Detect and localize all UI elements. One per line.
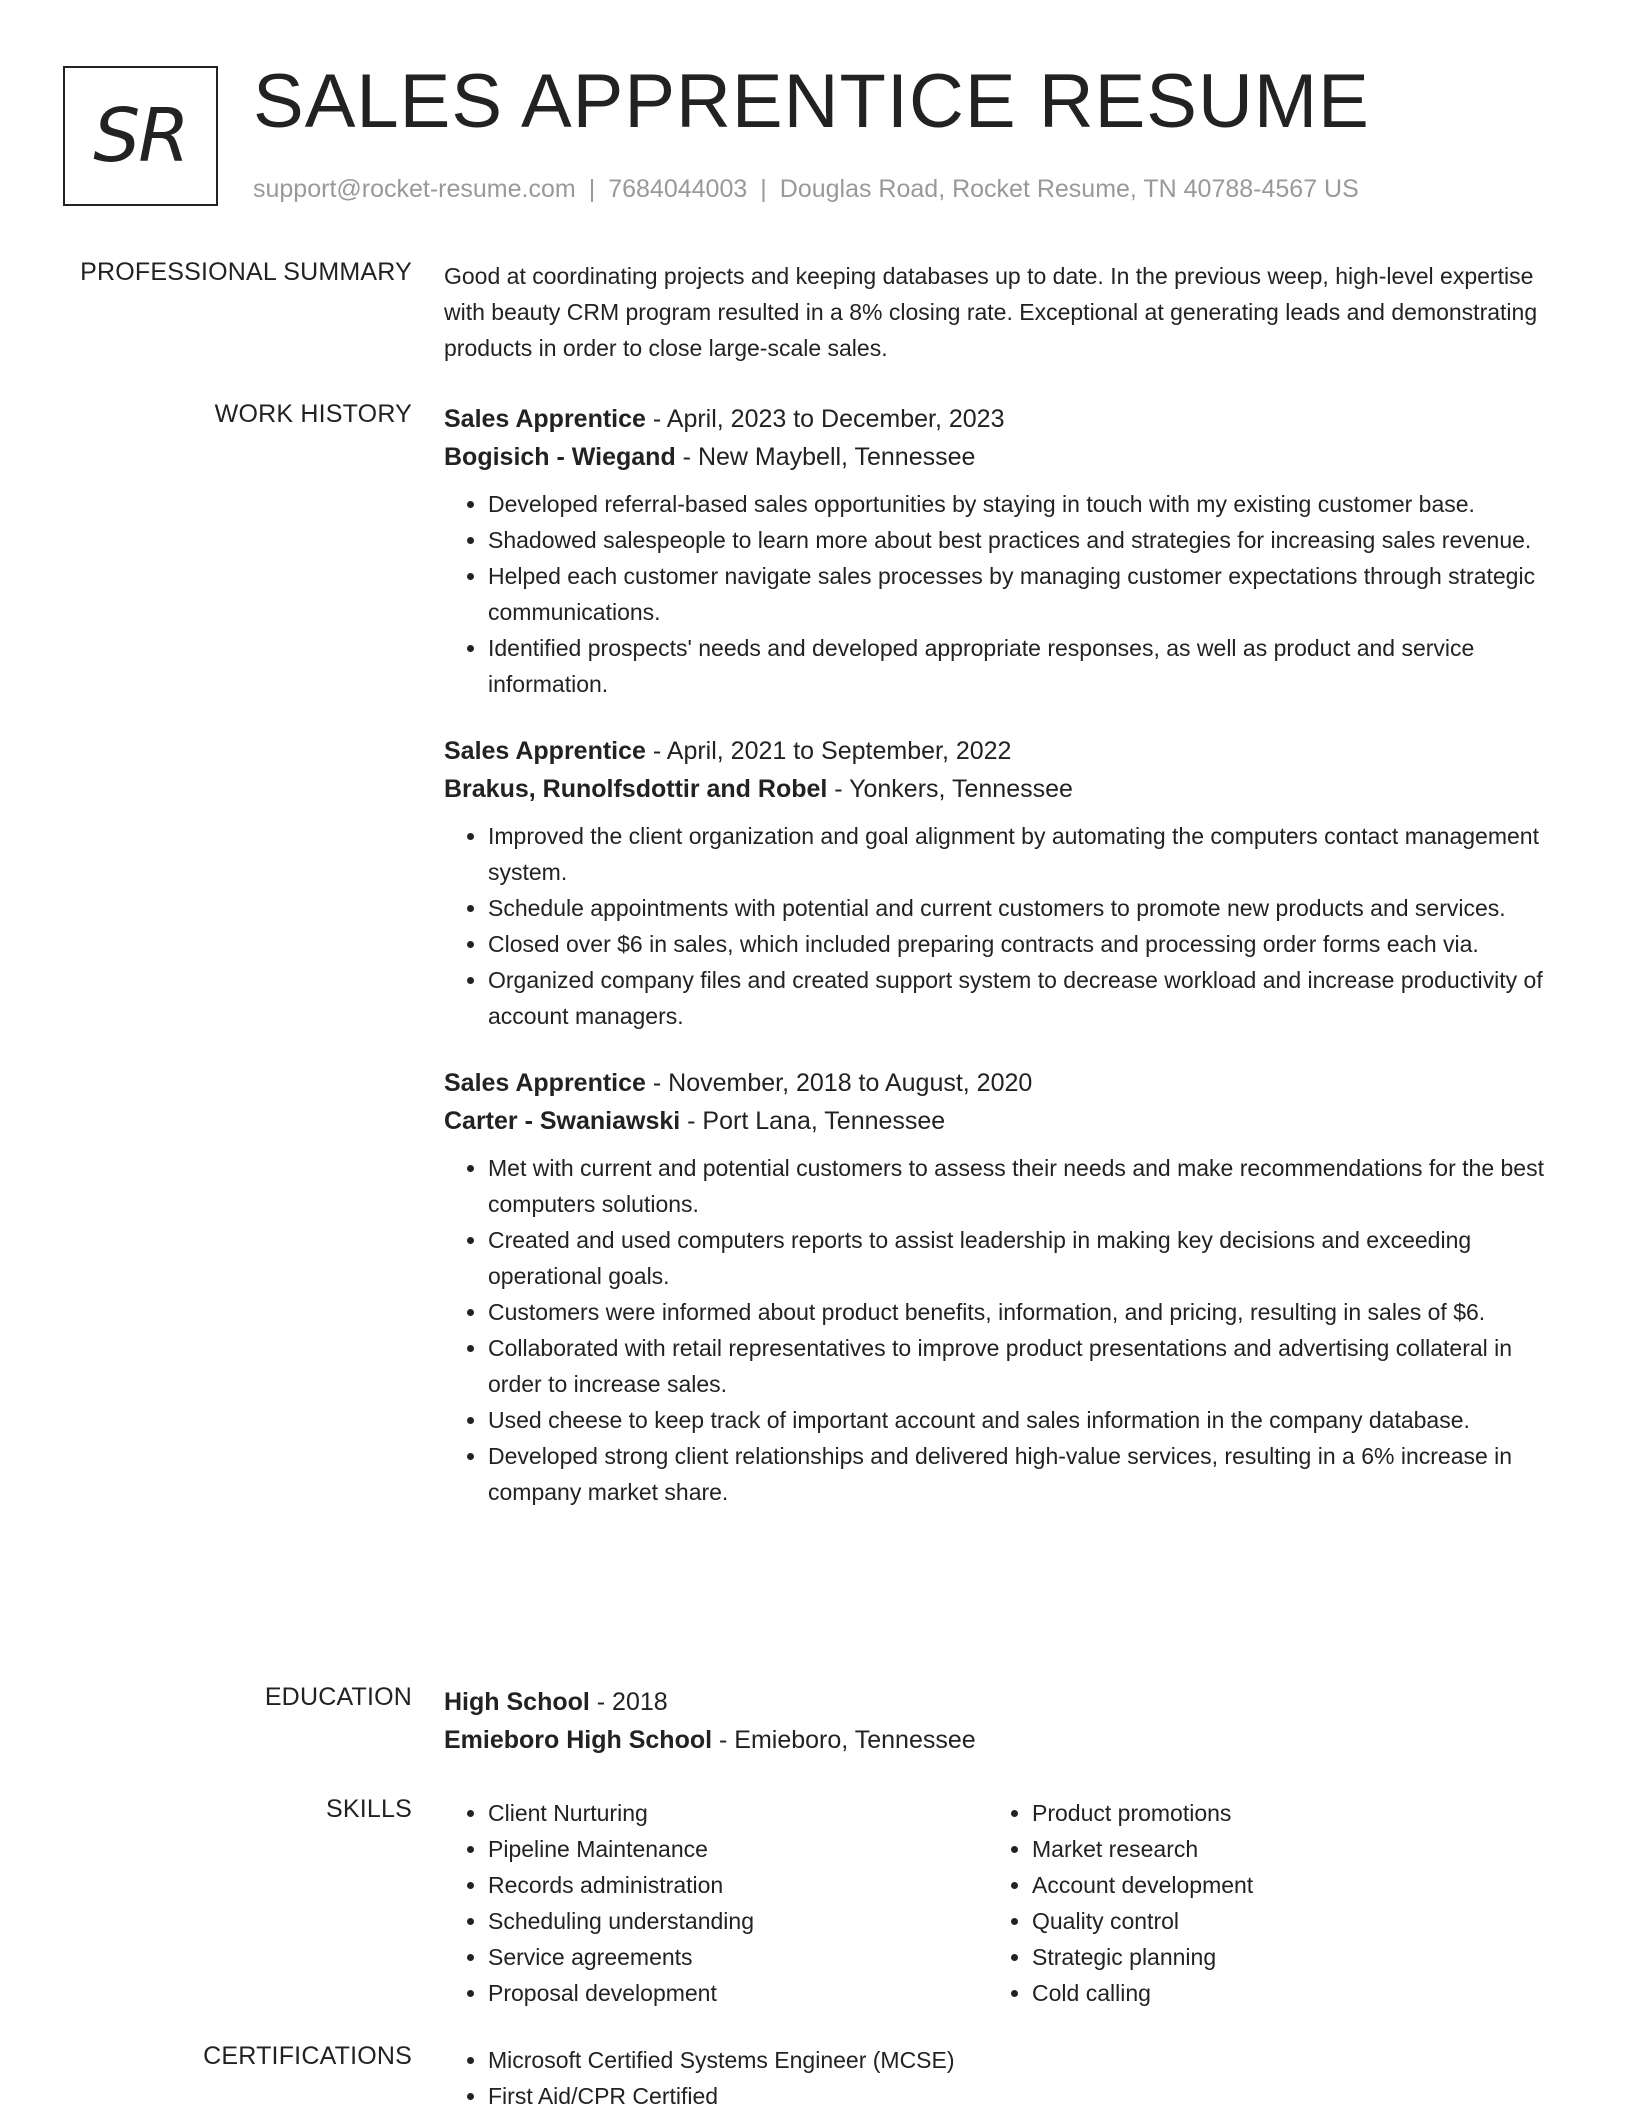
section-label: PROFESSIONAL SUMMARY [80,258,412,286]
section-label: EDUCATION [264,1683,412,1711]
job-bullet: • Shadowed salespeople to learn more about best practices and strategies for increasing sales revenue. [488,522,1564,558]
job-entry [444,400,1564,702]
skills-list-right [988,1795,1532,2011]
job-company: Bogisich - Wiegand - New Maybell, Tennessee [444,443,976,471]
certifications-list [444,2042,1564,2114]
contact-separator: | [588,175,596,203]
job-bullet: • Developed strong client relationships and delivered high-value services, resulting in a 6% increase in company market share. [488,1438,1564,1510]
skill-item: • Cold calling [1032,1975,1532,2011]
section-label: CERTIFICATIONS [203,2042,412,2070]
education-school: Emieboro High School - Emieboro, Tennessee [444,1726,976,1754]
job-title: Sales Apprentice - November, 2018 to August, 2020 [444,1069,1033,1097]
education-degree: High School - 2018 [444,1688,668,1716]
monogram: SR [63,66,218,206]
skill-item: • Scheduling understanding [488,1903,988,1939]
certification-item: • Microsoft Certified Systems Engineer (MCSE) [488,2042,1564,2078]
section-label: SKILLS [326,1795,412,1823]
job-bullets [444,1150,1564,1510]
skill-item: • Service agreements [488,1939,988,1975]
summary-text: Good at coordinating projects and keeping databases up to date. In the previous weep, high-level expertise with beauty CRM program resulted in a 8% closing rate. Exceptional at generating leads and demonstrating products in order to close large-scale sales. [444,263,1538,361]
work-history-list [444,400,1564,1540]
job-bullet: • Closed over $6 in sales, which included preparing contracts and processing order forms each via. [488,926,1564,962]
skill-item: • Quality control [1032,1903,1532,1939]
job-bullet: • Met with current and potential customers to assess their needs and make recommendations for the best computers solutions. [488,1150,1564,1222]
skill-item: • Client Nurturing [488,1795,988,1831]
skill-item: • Pipeline Maintenance [488,1831,988,1867]
contact-email: support@rocket-resume.com [253,175,576,203]
skills-list-left [444,1795,988,2011]
resume-title: SALES APPRENTICE RESUME [253,59,1370,144]
skill-item: • Product promotions [1032,1795,1532,1831]
job-company: Carter - Swaniawski - Port Lana, Tennessee [444,1107,946,1135]
contact-address: Douglas Road, Rocket Resume, TN 40788-4567 US [779,175,1359,203]
job-entry [444,1064,1564,1510]
contact-line [253,175,1359,204]
job-bullet: • Identified prospects' needs and developed appropriate responses, as well as product and service information. [488,630,1564,702]
job-bullet: • Schedule appointments with potential and current customers to promote new products and services. [488,890,1564,926]
contact-separator: | [760,175,767,203]
job-entry [444,732,1564,1034]
skill-item: • Records administration [488,1867,988,1903]
contact-phone: 7684044003 [608,175,748,203]
job-title: Sales Apprentice - April, 2023 to December, 2023 [444,405,1005,433]
job-bullet: • Collaborated with retail representatives to improve product presentations and advertising collateral in order to increase sales. [488,1330,1564,1402]
job-bullets [444,486,1564,702]
skill-item: • Market research [1032,1831,1532,1867]
job-bullet: • Helped each customer navigate sales processes by managing customer expectations through strategic communications. [488,558,1564,630]
job-bullet: • Organized company files and created support system to decrease workload and increase productivity of account managers. [488,962,1564,1034]
skill-item: • Proposal development [488,1975,988,2011]
job-bullet: • Created and used computers reports to assist leadership in making key decisions and exceeding operational goals. [488,1222,1564,1294]
job-bullet: • Customers were informed about product benefits, information, and pricing, resulting in sales of $6. [488,1294,1564,1330]
job-title: Sales Apprentice - April, 2021 to September, 2022 [444,737,1012,765]
skill-item: • Strategic planning [1032,1939,1532,1975]
job-bullet: • Improved the client organization and goal alignment by automating the computers contact management system. [488,818,1564,890]
certification-item: • First Aid/CPR Certified [488,2078,1564,2114]
skill-item: • Account development [1032,1867,1532,1903]
section-label: WORK HISTORY [214,400,412,428]
job-bullets [444,818,1564,1034]
job-bullet: • Developed referral-based sales opportunities by staying in touch with my existing customer base. [488,486,1564,522]
job-bullet: • Used cheese to keep track of important account and sales information in the company database. [488,1402,1564,1438]
job-company: Brakus, Runolfsdottir and Robel - Yonkers, Tennessee [444,775,1073,803]
